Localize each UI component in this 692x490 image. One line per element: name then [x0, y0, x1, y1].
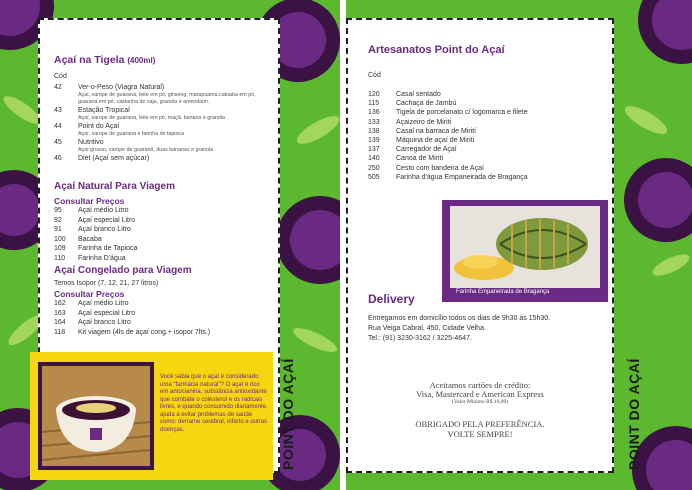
item-name: Açaí branco Litro [78, 319, 131, 326]
delivery-address: Rua Veiga Cabral, 450, Cidade Velha. [368, 325, 486, 332]
item-name: Farinha de Tapioca [78, 245, 138, 252]
item-code: 133 [368, 118, 380, 126]
item-code: 110 [54, 254, 66, 262]
right-logo: POINT DO AÇAÍ [626, 358, 642, 470]
congelado-isopor-line: Temos Isopor (7, 12, 21, 27 litros) [54, 280, 159, 287]
item-name: Açaí médio Litro [78, 300, 129, 307]
item-code: 505 [368, 173, 380, 181]
item-code: 140 [368, 155, 380, 163]
table-row [368, 99, 598, 108]
item-code: 137 [368, 146, 380, 154]
item-note: Açaí, xarope de guaraná e farinha de tapioca [78, 131, 185, 137]
table-row [368, 164, 598, 173]
table-row [54, 309, 264, 319]
item-name: Máquina de açaí de Miriti [396, 137, 475, 145]
farinha-basket-icon [450, 206, 600, 288]
natural-subtitle: Consultar Preços [54, 196, 125, 206]
cards-accepted: Aceitamos cartões de crédito: [429, 380, 531, 390]
thanks-line-2: VOLTE SEMPRE! [447, 428, 513, 439]
congelado-subtitle: Consultar Preços [54, 289, 125, 299]
item-name: Estação Tropical [78, 107, 130, 114]
info-box [30, 352, 273, 480]
item-name: Açaí branco Litro [78, 226, 131, 233]
acai-bowl-icon [38, 362, 154, 470]
item-code: 43 [54, 107, 62, 114]
item-name: Açaí especial Litro [78, 309, 136, 317]
item-code: 44 [54, 123, 62, 130]
item-code: 42 [54, 84, 62, 91]
table-row [368, 136, 598, 145]
cards-minimum: (Valor Mínimo R$ 10,00) [451, 399, 509, 405]
item-code: 120 [368, 91, 380, 98]
thanks-message [346, 420, 614, 439]
table-row [368, 118, 598, 127]
item-name: Ver-o-Peso (Viagra Natural) [78, 84, 165, 91]
delivery-title: Delivery [368, 292, 415, 306]
artesanatos-table [368, 90, 598, 182]
item-name: Carregador de Açaí [396, 146, 457, 154]
item-code: 100 [54, 235, 66, 243]
farinha-photo-frame [442, 200, 608, 302]
acai-bowl-photo [38, 362, 154, 470]
item-note: Açaí grosso, xarope de guaraná, duas bananas e granola [78, 147, 214, 153]
thanks-line-1: OBRIGADO PELA PREFERÊNCIA. [415, 419, 545, 429]
tigela-table [54, 83, 274, 163]
cards-info [346, 381, 614, 406]
item-code: 139 [368, 137, 380, 145]
congelado-title: Açaí Congelado para Viagem [54, 265, 192, 276]
delivery-phone: Tel.: (91) 3230-3162 / 3225-4647. [368, 335, 472, 342]
table-row [54, 216, 254, 226]
item-name: Canoa de Miriti [396, 155, 444, 163]
table-row [368, 154, 598, 163]
item-name: Point do Açaí [78, 123, 120, 130]
item-code: 95 [54, 207, 62, 214]
table-row [54, 254, 254, 264]
right-page [346, 0, 692, 490]
item-code: 92 [54, 216, 62, 224]
table-row [54, 328, 264, 338]
congelado-table [54, 299, 264, 337]
item-code: 115 [368, 100, 380, 108]
table-row [54, 299, 264, 309]
left-page [0, 0, 340, 490]
table-row [368, 90, 598, 99]
item-name: Farinha d'água Empaneirada de Bragança [396, 173, 528, 181]
item-name: Diet (Açaí sem açúcar) [78, 155, 150, 162]
item-name: Cachaça de Jambú [396, 100, 457, 108]
item-name: Açaí especial Litro [78, 216, 136, 224]
artesanatos-title: Artesanatos Point do Açaí [368, 44, 505, 56]
table-row [54, 318, 264, 328]
table-row [54, 244, 254, 254]
item-code: 164 [54, 319, 66, 326]
table-row [54, 138, 274, 154]
item-code: 250 [368, 164, 380, 172]
table-row [54, 122, 274, 138]
table-row [368, 127, 598, 136]
item-note: Açaí, xarope de guaraná, leite em pó, maçã, banana e granola [78, 115, 225, 121]
item-code: 138 [368, 127, 380, 135]
natural-table [54, 206, 254, 263]
table-row [368, 173, 598, 182]
item-name: Bacaba [78, 235, 102, 243]
item-name: Tigela de porcelanato c/ logomarca e filete [396, 109, 528, 117]
table-row [54, 235, 254, 245]
table-row [54, 154, 274, 163]
item-name: Açaí médio Litro [78, 207, 129, 214]
item-code: 91 [54, 226, 62, 233]
item-name: Farinha D'água [78, 254, 126, 262]
item-name: Açaizeiro de Miriti [396, 118, 452, 126]
item-code: 136 [368, 109, 380, 117]
natural-title: Açaí Natural Para Viagem [54, 181, 175, 192]
table-row [54, 206, 254, 216]
item-code: 163 [54, 309, 66, 317]
table-row [54, 225, 254, 235]
table-row [368, 108, 598, 117]
delivery-info [368, 314, 550, 344]
delivery-hours: Entregamos em domicílio todos os dias de 9h30 às 15h30. [368, 315, 551, 322]
item-name: Casal sentado [396, 91, 441, 98]
tigela-title [54, 54, 155, 66]
item-name: Kit viagem (4ls de açaí cong.+ isopor 7lts.) [78, 328, 211, 336]
item-name: Nutritivo [78, 139, 104, 146]
tigela-title-text: Açaí na Tigela [54, 54, 125, 66]
tigela-code-header: Cód [54, 73, 67, 80]
table-row [368, 145, 598, 154]
item-name: Casal na barraca de Miriti [396, 127, 476, 135]
cards-brands: Visa, Mastercard e American Express [416, 389, 544, 399]
item-code: 46 [54, 155, 62, 162]
artesanatos-code-header: Cód [368, 72, 381, 79]
item-note: Açaí, xarope de guaraná, leite em pó, ginseng, marapuama,catuaba em pó, guaraná em pó, castanha de caju, granola e amendoim. [78, 92, 256, 105]
item-code: 162 [54, 300, 66, 307]
table-row [54, 106, 274, 122]
tigela-size: (400ml) [127, 56, 156, 65]
item-code: 45 [54, 139, 62, 146]
left-logo: POINT DO AÇAÍ [280, 358, 296, 470]
item-code: 118 [54, 328, 66, 336]
info-box-text: Você sabia que o açaí é considerado uma "farmácia natural"? O açaí é rico em antocianina, substância antioxidante que combate o colesterol e os radicais livres, e quando consumido diariamente, ajuda a evitar problemas de saúde como: derrame cerebral, infarto e outras doenças. [160, 374, 268, 433]
farinha-photo-caption: Farinha Empaneirada de Bragança [456, 289, 550, 295]
item-name: Cesto com bandeira de Açaí [396, 164, 484, 172]
item-code: 109 [54, 245, 66, 252]
table-row [54, 83, 274, 106]
